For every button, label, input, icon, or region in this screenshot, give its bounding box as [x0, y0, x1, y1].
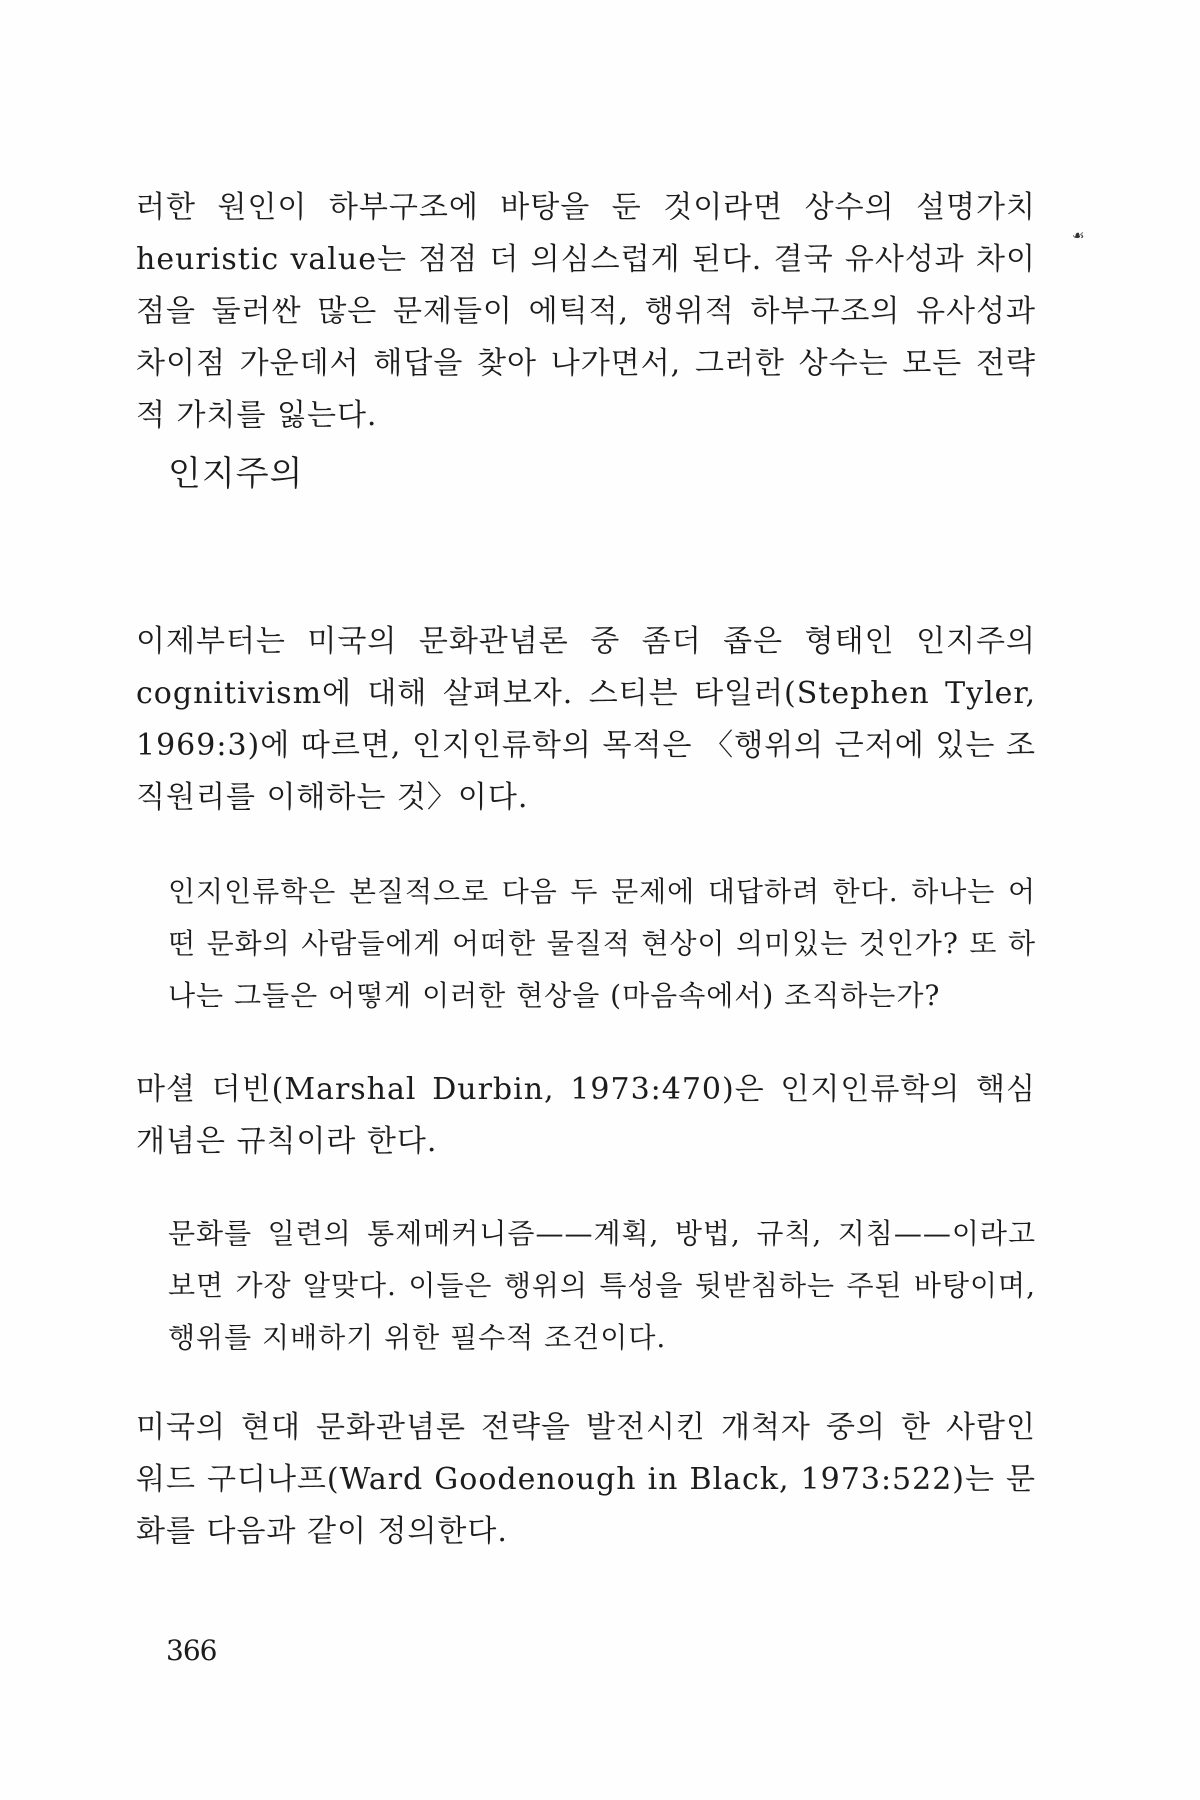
quote-control-mechanisms: 문화를 일련의 통제메커니즘——계획, 방법, 규칙, 지침——이라고 보면 가장 알맞다. 이들은 행위의 특성을 뒷받침하는 주된 바탕이며, 행위를 지배하기 위한 필수적 조건이다.	[168, 1217, 1036, 1354]
section-heading: 인지주의	[168, 454, 304, 494]
paragraph-goodenough: 미국의 현대 문화관념론 전략을 발전시킨 개척자 중의 한 사람인 워드 구디나프(Ward Goodenough in Black, 1973:522)는 문화를 다음과 같이 정의한다.	[136, 1410, 1036, 1549]
quote-cognitive-anthropology: 인지인류학은 본질적으로 다음 두 문제에 대답하려 한다. 하나는 어떤 문화의 사람들에게 어떠한 물질적 현상이 의미있는 것인가? 또 하나는 그들은 어떻게 이러한 현상을 (마음속에서) 조직하는가?	[168, 875, 1036, 1012]
page-number: 366	[166, 1634, 217, 1667]
paragraph-heuristic-value: 러한 원인이 하부구조에 바탕을 둔 것이라면 상수의 설명가치 heuristic value는 점점 더 의심스럽게 된다. 결국 유사성과 차이점을 둘러싼 많은 문제들이 에틱적, 행위적 하부구조의 유사성과 차이점 가운데서 해답을 찾아 나가면서, 그러한 상수는 모든 전략적 가치를 잃는다.	[136, 190, 1036, 433]
margin-mark: ☙	[1072, 228, 1085, 244]
paragraph-cognitivism: 이제부터는 미국의 문화관념론 중 좀더 좁은 형태인 인지주의 cognitivism에 대해 살펴보자. 스티븐 타일러(Stephen Tyler, 1969:3)에 따르면, 인지인류학의 목적은 〈행위의 근저에 있는 조직원리를 이해하는 것〉이다.	[136, 624, 1036, 815]
paragraph-durbin: 마셜 더빈(Marshal Durbin, 1973:470)은 인지인류학의 핵심개념은 규칙이라 한다.	[136, 1072, 1036, 1159]
